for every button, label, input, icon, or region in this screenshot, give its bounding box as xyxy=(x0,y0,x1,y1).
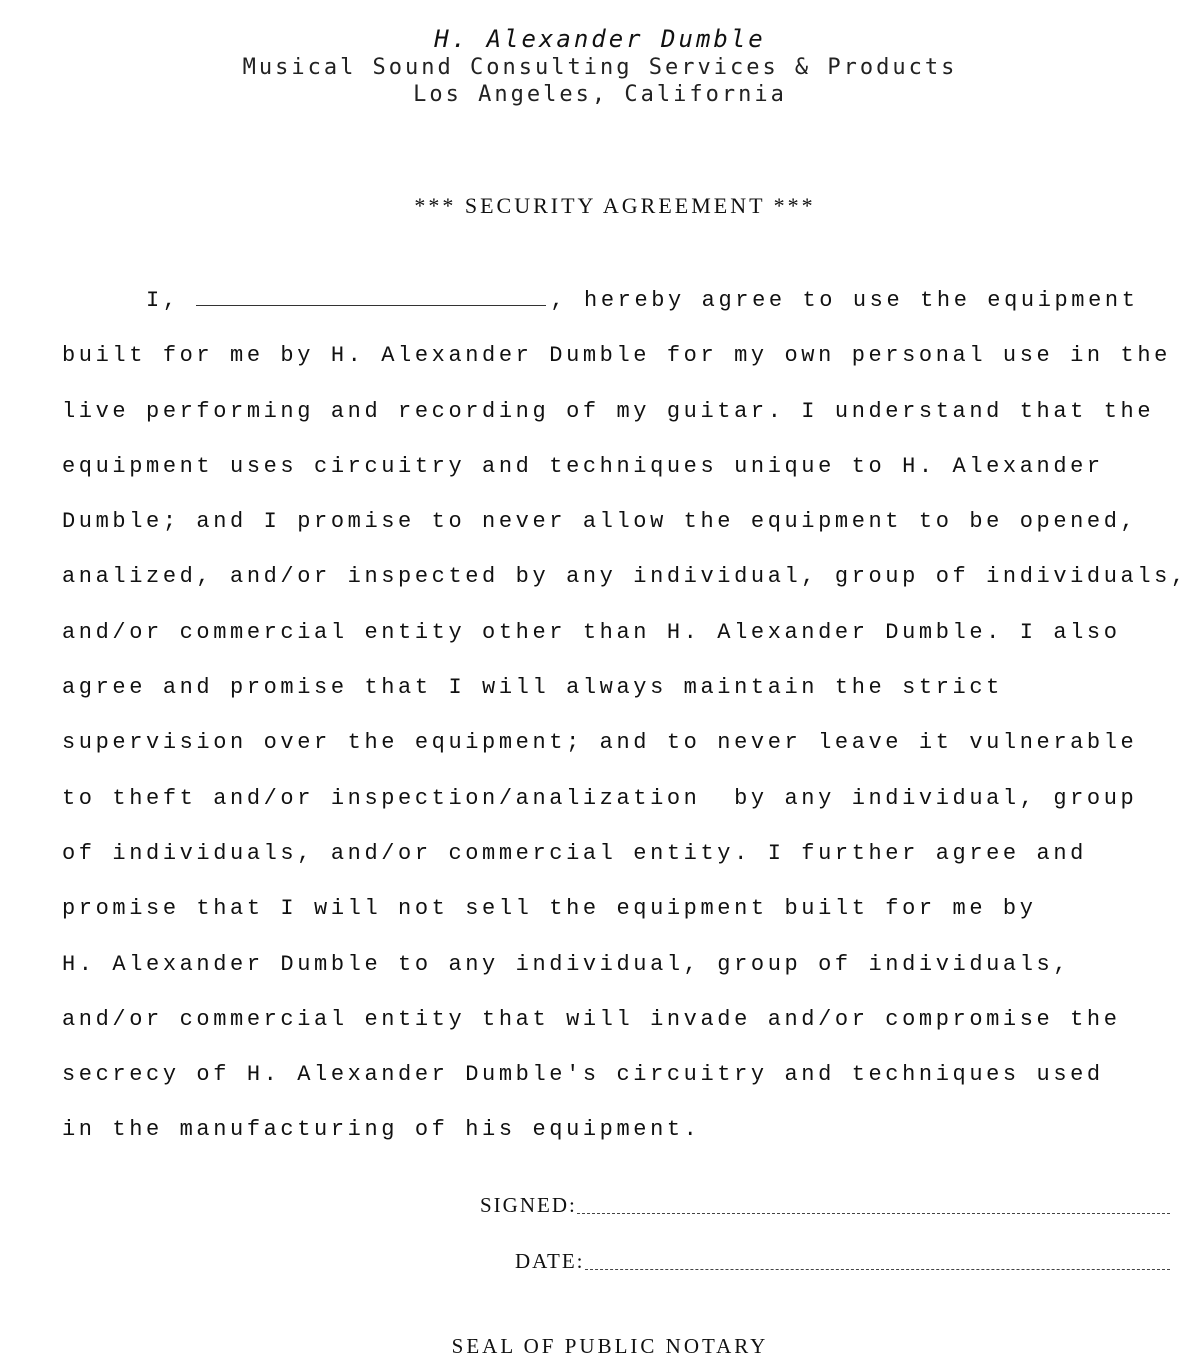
letterhead-name: H. Alexander Dumble xyxy=(434,25,766,53)
body-line: in the manufacturing of his equipment. xyxy=(62,1117,701,1143)
agreement-body xyxy=(62,273,1192,1158)
letterhead xyxy=(0,24,1200,108)
body-line-1-prefix: I, xyxy=(62,288,180,313)
date-label: DATE: xyxy=(515,1249,585,1273)
body-line: built for me by H. Alexander Dumble for my own personal use in the xyxy=(62,343,1171,369)
signature-line[interactable] xyxy=(577,1212,1170,1214)
signed-label: SIGNED: xyxy=(480,1193,577,1217)
body-line: supervision over the equipment; and to never leave it vulnerable xyxy=(62,730,1138,756)
body-line: secrecy of H. Alexander Dumble's circuitry and techniques used xyxy=(62,1062,1104,1088)
body-line: equipment uses circuitry and techniques unique to H. Alexander xyxy=(62,453,1104,479)
body-line: analized, and/or inspected by any individual, group of individuals, xyxy=(62,564,1188,590)
notary-seal-label: SEAL OF PUBLIC NOTARY xyxy=(451,1334,769,1358)
signed-row xyxy=(480,1193,1170,1218)
body-line: agree and promise that I will always maintain the strict xyxy=(62,675,1003,701)
body-line-1 xyxy=(62,273,1192,328)
body-line: Dumble; and I promise to never allow the equipment to be opened, xyxy=(62,509,1138,535)
body-line: and/or commercial entity other than H. Alexander Dumble. I also xyxy=(62,619,1121,645)
body-line: to theft and/or inspection/analization by any individual, group xyxy=(62,785,1138,811)
date-row xyxy=(515,1249,1170,1274)
body-line: H. Alexander Dumble to any individual, group of individuals, xyxy=(62,951,1071,977)
body-line: and/or commercial entity that will invade and/or compromise the xyxy=(62,1006,1121,1032)
letterhead-business: Musical Sound Consulting Services & Products xyxy=(242,55,958,80)
name-blank-line[interactable] xyxy=(196,304,546,306)
letterhead-location: Los Angeles, California xyxy=(413,82,787,107)
date-line[interactable] xyxy=(585,1268,1171,1270)
body-line-1-suffix: , hereby agree to use the equipment xyxy=(550,288,1139,313)
body-line: promise that I will not sell the equipment built for me by xyxy=(62,896,1037,922)
body-line: of individuals, and/or commercial entity. I further agree and xyxy=(62,840,1087,866)
document-title: *** SECURITY AGREEMENT *** xyxy=(414,193,816,218)
body-line: live performing and recording of my guitar. I understand that the xyxy=(62,398,1155,424)
